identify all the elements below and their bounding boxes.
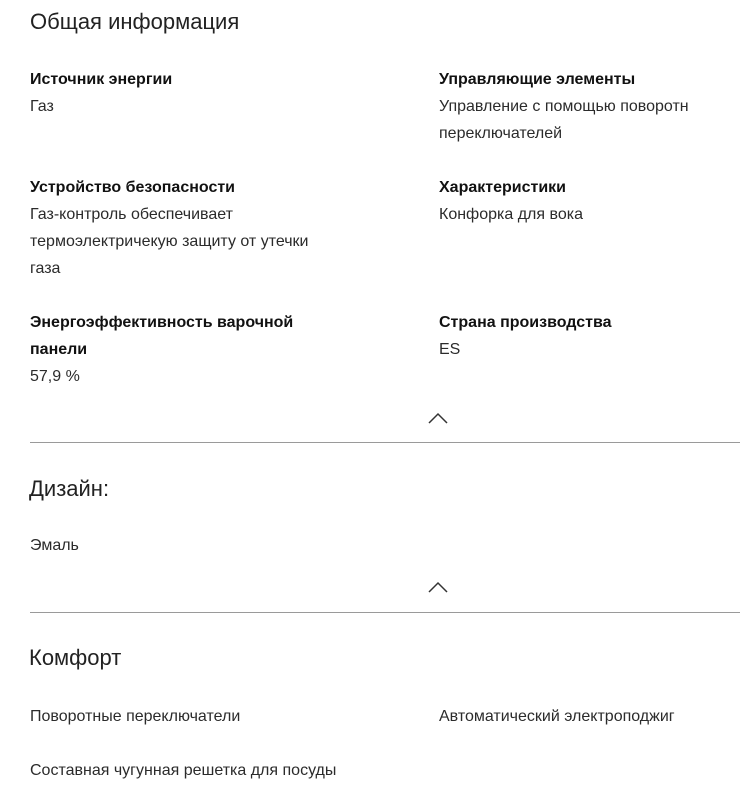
spec-value-continued: газа [30, 260, 61, 277]
spec-features [439, 174, 740, 228]
collapse-design-button[interactable] [428, 580, 448, 592]
spec-label: Устройство безопасности [30, 179, 236, 196]
spec-value: ES [439, 341, 461, 358]
comfort-item: Автоматический электроподжиг [439, 708, 675, 725]
chevron-up-icon [428, 581, 448, 593]
spec-value-continued: переключателей [439, 125, 563, 142]
spec-label-continued: панели [30, 341, 88, 358]
general-info-title: Общая информация [30, 9, 240, 34]
spec-value: Газ [30, 98, 54, 115]
spec-label: Страна производства [439, 314, 612, 331]
design-title: Дизайн: [29, 476, 110, 501]
spec-label: Характеристики [439, 179, 567, 196]
design-value: Эмаль [30, 537, 79, 554]
spec-value: Управление с помощью поворотн [439, 98, 689, 115]
comfort-item: Поворотные переключатели [30, 708, 241, 725]
spec-controls [439, 66, 740, 147]
spec-value: Газ-контроль обеспечивает [30, 206, 233, 223]
comfort-title: Комфорт [29, 645, 122, 670]
spec-value: Конфорка для вока [439, 206, 583, 223]
collapse-general-button[interactable] [428, 411, 448, 423]
spec-safety-device [30, 174, 390, 282]
spec-energy-efficiency [30, 309, 390, 390]
spec-value-continued: термоэлектричекую защиту от утечки [30, 233, 309, 250]
section-divider [30, 442, 740, 443]
spec-country [439, 309, 740, 363]
comfort-item: Составная чугунная решетка для посуды [30, 762, 337, 779]
spec-value: 57,9 % [30, 368, 80, 385]
spec-label: Источник энергии [30, 71, 173, 88]
spec-energy-source [30, 66, 390, 120]
section-divider [30, 612, 740, 613]
spec-label: Энергоэффективность варочной [30, 314, 294, 331]
spec-label: Управляющие элементы [439, 71, 636, 88]
chevron-up-icon [428, 412, 448, 424]
